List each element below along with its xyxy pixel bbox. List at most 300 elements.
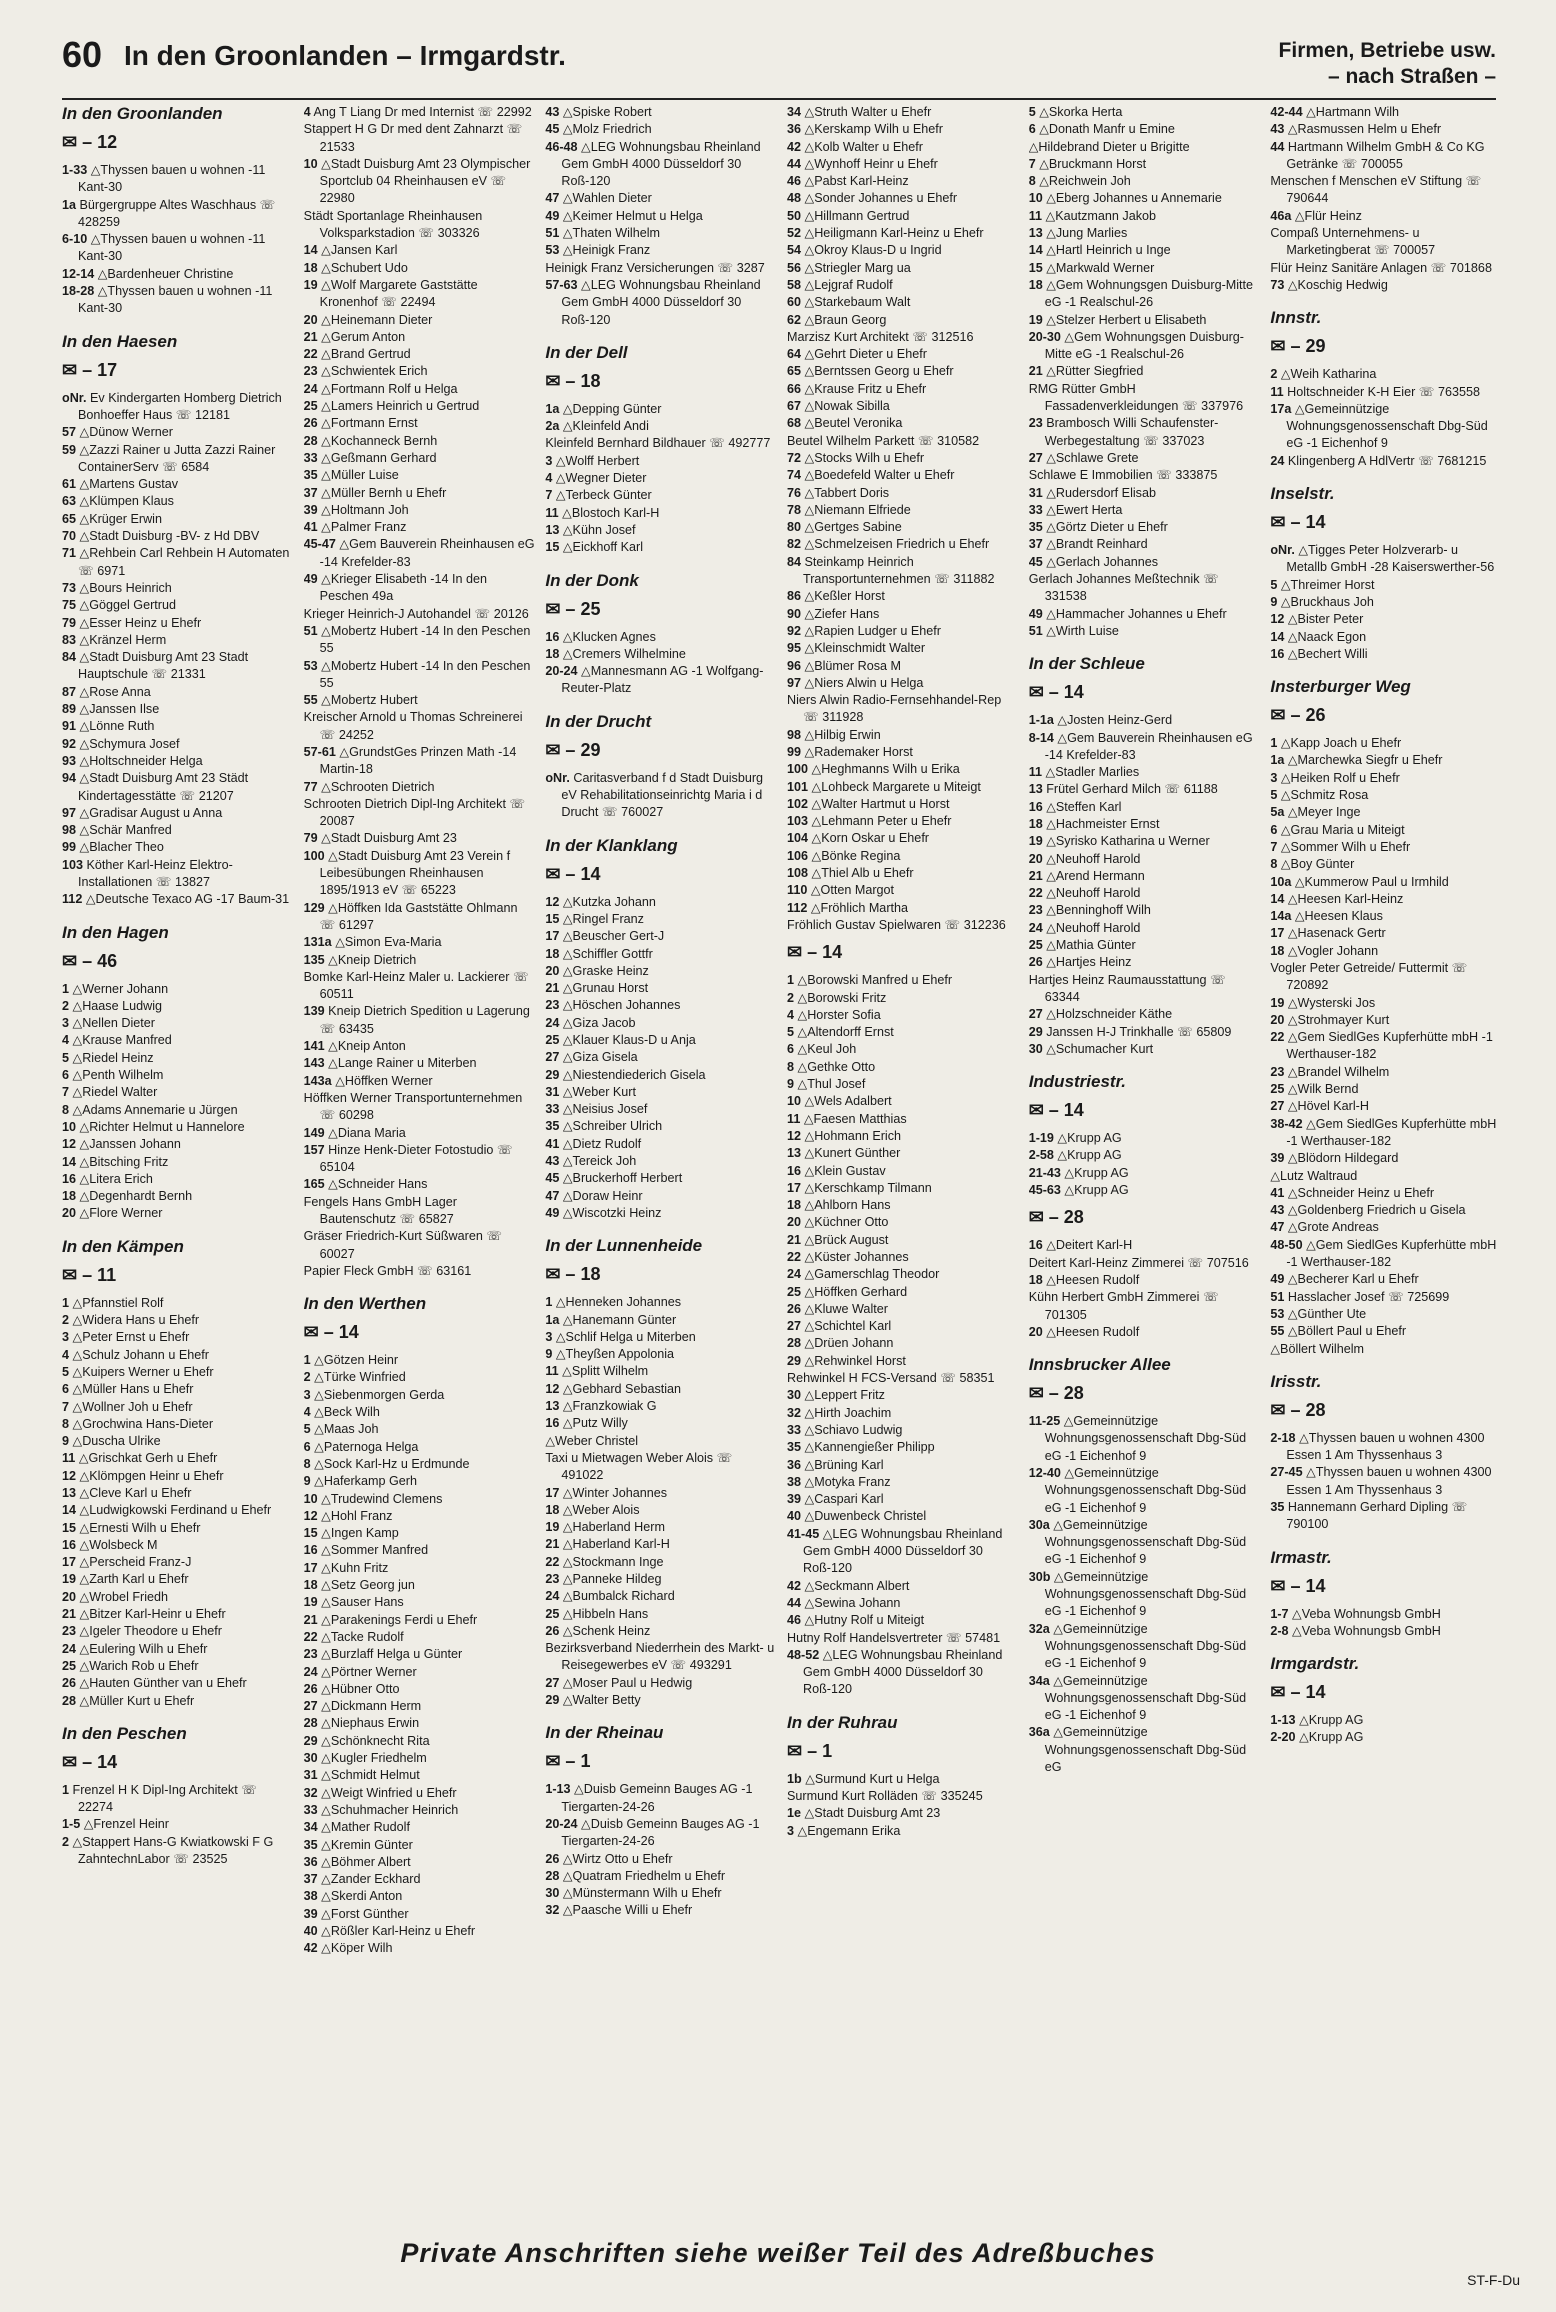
directory-entry: 4 Ang T Liang Dr med Internist ☏ 22992 xyxy=(303,105,532,119)
postal-district: ✉ – 25 xyxy=(545,598,601,619)
directory-entry: 103 Köther Karl-Heinz Elektro-Installationen ☏ 13827 xyxy=(62,857,233,889)
postal-district: ✉ – 28 xyxy=(1028,1383,1084,1404)
directory-entry: 82 △Schmelzeisen Friedrich u Ehefr xyxy=(787,537,990,552)
directory-entry: 56 △Striegler Marg ua xyxy=(787,260,911,275)
directory-entry: 29 △Niestendiederich Gisela xyxy=(545,1067,706,1082)
directory-entry: 22 △Küster Johannes xyxy=(787,1250,909,1264)
directory-entry: 27 △Hövel Karl-H xyxy=(1270,1099,1369,1114)
directory-entry: 16 △Putz Willy xyxy=(545,1416,628,1431)
directory-entry: 5 △Altendorff Ernst xyxy=(787,1025,894,1040)
directory-entry: 92 △Rapien Ludger u Ehefr xyxy=(787,623,941,638)
directory-entry: 6-10 △Thyssen bauen u wohnen -11 Kant-30 xyxy=(62,232,266,264)
directory-entry: 16 △Bechert Willi xyxy=(1270,646,1368,661)
directory-entry: 27 △Giza Gisela xyxy=(545,1050,638,1065)
directory-entry: 21 △Gerum Anton xyxy=(303,329,406,344)
directory-entry: 78 △Niemann Elfriede xyxy=(787,502,911,517)
directory-entry: 9 △Theyßen Appolonia xyxy=(545,1347,675,1362)
directory-entry: 32 △Paasche Willi u Ehefr xyxy=(545,1903,693,1918)
directory-entry: 45-63 △Krupp AG xyxy=(1028,1183,1129,1198)
directory-column xyxy=(62,104,294,2224)
street-heading: Inselstr. xyxy=(1270,484,1335,504)
street-heading: In den Hagen xyxy=(62,922,169,942)
directory-entry: 48 △Sonder Johannes u Ehefr xyxy=(787,191,958,206)
directory-entry: 23 △Schwientek Erich xyxy=(303,364,428,379)
directory-entry: 26 △Fortmann Ernst xyxy=(303,416,418,431)
directory-entry: 8 △Adams Annemarie u Jürgen xyxy=(62,1102,238,1117)
street-heading: In der Donk xyxy=(545,570,639,590)
directory-columns xyxy=(62,104,1502,2224)
directory-entry: 20-24 △Duisb Gemeinn Bauges AG -1 Tiergarten-24-26 xyxy=(545,1816,760,1849)
directory-entry: 24 Klingenberg A HdlVertr ☏ 7681215 xyxy=(1270,453,1487,468)
directory-entry: 16 △Klucken Agnes xyxy=(545,629,656,644)
directory-entry: Rehwinkel H FCS-Versand ☏ 58351 xyxy=(787,1371,995,1386)
directory-entry: 34 △Struth Walter u Ehefr xyxy=(787,105,932,119)
directory-entry: 1 △Götzen Heinr xyxy=(303,1353,399,1368)
directory-entry: 84 △Stadt Duisburg Amt 23 Stadt Hauptschule ☏ 21331 xyxy=(62,650,249,682)
directory-entry: 58 △Lejgraf Rudolf xyxy=(787,277,893,292)
directory-entry: 135 △Kneip Dietrich xyxy=(303,952,417,967)
directory-entry: 7 △Terbeck Günter xyxy=(545,488,652,503)
directory-entry: 1-13 △Duisb Gemeinn Bauges AG -1 Tiergarten-24-26 xyxy=(545,1782,753,1814)
directory-entry: 139 Kneip Dietrich Spedition u Lagerung ☏ 63435 xyxy=(303,1004,530,1036)
directory-entry: 21 △Rütter Siegfried xyxy=(1028,364,1144,379)
page-header xyxy=(62,28,1496,98)
directory-entry: Bomke Karl-Heinz Maler u. Lackierer ☏ 60511 xyxy=(303,969,529,1002)
directory-entry: 38 △Motyka Franz xyxy=(787,1474,891,1489)
directory-entry: 86 △Keßler Horst xyxy=(787,589,885,604)
directory-entry: 12 △Janssen Johann xyxy=(62,1137,181,1152)
directory-entry: 98 △Schär Manfred xyxy=(62,823,172,838)
directory-entry: 1 Frenzel H K Dipl-Ing Architekt ☏ 22274 xyxy=(62,1782,257,1815)
directory-entry: 15 △Eickhoff Karl xyxy=(545,540,644,555)
directory-entry: 11 △Faesen Matthias xyxy=(787,1111,907,1126)
directory-entry: 19 △Sauser Hans xyxy=(303,1595,404,1610)
directory-entry: 33 △Geßmann Gerhard xyxy=(303,450,437,465)
directory-entry: Krieger Heinrich-J Autohandel ☏ 20126 xyxy=(303,606,529,621)
directory-entry: 72 △Stocks Wilh u Ehefr xyxy=(787,450,925,465)
directory-entry: 51 △Wirth Luise xyxy=(1028,623,1119,638)
directory-entry: 22 △Stockmann Inge xyxy=(545,1554,664,1569)
directory-entry: 110 △Otten Margot xyxy=(787,883,895,898)
directory-entry: Menschen f Menschen eV Stiftung ☏ 790644 xyxy=(1270,174,1482,206)
directory-entry: 11 △Splitt Wilhelm xyxy=(545,1364,649,1379)
directory-entry: 93 △Holtschneider Helga xyxy=(62,753,203,768)
directory-entry: 10 △Wels Adalbert xyxy=(787,1094,892,1109)
directory-entry: 43 △Tereick Joh xyxy=(545,1154,637,1169)
directory-entry: 16 △Wolsbeck M xyxy=(62,1537,158,1552)
postal-district: ✉ – 18 xyxy=(545,370,601,391)
directory-entry: 46 △Hutny Rolf u Miteigt xyxy=(787,1613,925,1628)
directory-entry: 73 △Bours Heinrich xyxy=(62,580,172,595)
directory-entry: Gräser Friedrich-Kurt Süßwaren ☏ 60027 xyxy=(303,1229,503,1261)
street-heading: Irisstr. xyxy=(1270,1371,1322,1391)
directory-entry: 48-52 △LEG Wohnungsbau Rheinland Gem GmbH 4000 Düsseldorf 30 Roß-120 xyxy=(787,1647,1003,1697)
directory-entry: 1 △Henneken Johannes xyxy=(545,1295,682,1310)
postal-district: ✉ – 29 xyxy=(1270,336,1326,357)
directory-entry: 12-40 △Gemeinnützige Wohnungsgenossenschaft Dbg-Süd eG -1 Eichenhof 9 xyxy=(1028,1466,1247,1515)
directory-entry: 96 △Blümer Rosa M xyxy=(787,658,901,673)
directory-entry: 27 △Moser Paul u Hedwig xyxy=(545,1675,693,1690)
directory-entry: 108 △Thiel Alb u Ehefr xyxy=(787,866,914,881)
directory-entry: 23 △Panneke Hildeg xyxy=(545,1572,662,1586)
directory-entry: 57 △Dünow Werner xyxy=(62,425,173,440)
directory-entry: 2-18 △Thyssen bauen u wohnen 4300 Essen 1 Am Thyssenhaus 3 xyxy=(1270,1430,1485,1463)
directory-entry: 25 △Hibbeln Hans xyxy=(545,1606,649,1621)
directory-entry: 5a △Meyer Inge xyxy=(1270,805,1361,820)
street-heading: In der Dell xyxy=(545,342,628,362)
directory-column xyxy=(304,104,536,2224)
directory-entry: 2-20 △Krupp AG xyxy=(1270,1730,1364,1745)
directory-entry: 13 △Cleve Karl u Ehefr xyxy=(62,1486,192,1500)
directory-entry: 32 △Weigt Winfried u Ehefr xyxy=(303,1785,457,1800)
directory-entry: 9 △Thul Josef xyxy=(787,1077,866,1092)
directory-entry: 31 △Rudersdorf Elisab xyxy=(1028,485,1156,500)
directory-entry: 42 △Köper Wilh xyxy=(303,1941,393,1956)
directory-entry: 2-58 △Krupp AG xyxy=(1028,1148,1122,1163)
directory-entry: 30 △Schumacher Kurt xyxy=(1028,1041,1154,1056)
directory-entry: 53 △Günther Ute xyxy=(1270,1306,1367,1321)
directory-entry: 23 △Igeler Theodore u Ehefr xyxy=(62,1624,222,1639)
postal-district: ✉ – 14 xyxy=(62,1751,118,1772)
postal-district: ✉ – 14 xyxy=(1028,1100,1084,1121)
directory-entry: 20 △Flore Werner xyxy=(62,1206,163,1221)
directory-entry: 41 △Palmer Franz xyxy=(303,520,407,535)
directory-entry: Compaß Unternehmens- u Marketingberat ☏ 700057 xyxy=(1270,226,1436,258)
directory-entry: 34a △Gemeinnützige Wohnungsgenossenschaft Dbg-Süd eG -1 Eichenhof 9 xyxy=(1028,1673,1247,1723)
directory-entry: Flür Heinz Sanitäre Anlagen ☏ 701868 xyxy=(1270,260,1492,275)
directory-entry: 21-43 △Krupp AG xyxy=(1028,1165,1129,1180)
directory-entry: 23 △Brandel Wilhelm xyxy=(1270,1064,1390,1079)
directory-entry: 33 △Neisius Josef xyxy=(545,1102,648,1117)
postal-district: ✉ – 26 xyxy=(1270,705,1326,726)
directory-entry: 79 △Stadt Duisburg Amt 23 xyxy=(303,831,457,846)
directory-entry: 13 △Kühn Josef xyxy=(545,522,636,537)
directory-entry: 102 △Walter Hartmut u Horst xyxy=(787,796,950,811)
directory-entry: 70 △Stadt Duisburg -BV- z Hd DBV xyxy=(62,529,260,544)
directory-entry: 59 △Zazzi Rainer u Jutta Zazzi Rainer ContainerServ ☏ 6584 xyxy=(62,442,276,474)
directory-entry: 53 △Mobertz Hubert -14 In den Peschen 55 xyxy=(303,658,531,690)
directory-entry: 1a △Depping Günter xyxy=(545,401,662,416)
header-rule xyxy=(62,98,1496,100)
street-heading: In der Klanklang xyxy=(545,835,678,855)
directory-entry: 39 △Caspari Karl xyxy=(787,1492,884,1507)
directory-entry: 18 △Gem Wohnungsgen Duisburg-Mitte eG -1 Realschul-26 xyxy=(1028,277,1254,310)
directory-entry: 2 △Weih Katharina xyxy=(1270,367,1377,382)
directory-entry: 19 △Zarth Karl u Ehefr xyxy=(62,1572,189,1587)
directory-entry: 36 △Kerskamp Wilh u Ehefr xyxy=(787,122,943,137)
directory-entry: 25 △Mathia Günter xyxy=(1028,938,1136,953)
directory-entry: 28 △Müller Kurt u Ehefr xyxy=(62,1693,195,1708)
directory-entry: 94 △Stadt Duisburg Amt 23 Städt Kindertagesstätte ☏ 21207 xyxy=(62,771,249,803)
postal-district: ✉ – 28 xyxy=(1028,1207,1084,1228)
street-heading: In den Groonlanden xyxy=(62,104,223,123)
directory-entry: 12 △Hohl Franz xyxy=(303,1508,393,1523)
directory-entry: 12-14 △Bardenheuer Christine xyxy=(62,266,234,281)
directory-entry: 55 △Böllert Paul u Ehefr xyxy=(1270,1324,1407,1339)
directory-entry: 100 △Stadt Duisburg Amt 23 Verein f Leibesübungen Rheinhausen 1895/1913 eV ☏ 65223 xyxy=(303,848,511,898)
directory-entry: 25 △Lamers Heinrich u Gertrud xyxy=(303,399,480,414)
directory-entry: 13 △Jung Marlies xyxy=(1028,226,1128,241)
directory-entry: 18 △Schubert Udo xyxy=(303,260,408,275)
directory-entry: 21 △Grunau Horst xyxy=(545,981,649,996)
directory-entry: Vogler Peter Getreide/ Futtermit ☏ 720892 xyxy=(1270,960,1468,993)
directory-entry: Bezirksverband Niederrhein des Markt- u Reisegewerbes eV ☏ 493291 xyxy=(545,1641,775,1673)
directory-entry: 23 Brambosch Willi Schaufenster-Werbegestaltung ☏ 337023 xyxy=(1028,416,1219,448)
directory-entry: 47 △Wahlen Dieter xyxy=(545,191,652,206)
directory-entry: 38 △Skerdi Anton xyxy=(303,1889,403,1904)
directory-entry: 44 △Wynhoff Heinr u Ehefr xyxy=(787,156,938,171)
directory-entry: 106 △Bönke Regina xyxy=(787,848,901,863)
directory-entry: 131a △Simon Eva-Maria xyxy=(303,935,442,950)
directory-entry: 7 △Wollner Joh u Ehefr xyxy=(62,1399,193,1414)
directory-entry: 97 △Gradisar August u Anna xyxy=(62,805,223,820)
directory-entry: 165 △Schneider Hans xyxy=(303,1177,428,1192)
directory-entry: 21 △Haberland Karl-H xyxy=(545,1537,670,1552)
directory-entry: Beutel Wilhelm Parkett ☏ 310582 xyxy=(787,433,980,448)
directory-entry: 43 △Spiske Robert xyxy=(545,105,652,119)
directory-entry: 101 △Lohbeck Margarete u Miteigt xyxy=(787,779,981,794)
directory-column xyxy=(1270,104,1502,2224)
directory-entry: Höffken Werner Transportunternehmen ☏ 60298 xyxy=(303,1090,523,1123)
directory-entry: 1b △Surmund Kurt u Helga xyxy=(787,1771,940,1786)
directory-entry: 46 △Pabst Karl-Heinz xyxy=(787,174,909,189)
directory-entry: 50 △Hillmann Gertrud xyxy=(787,208,910,223)
directory-entry: 26 △Hauten Günther van u Ehefr xyxy=(62,1676,247,1691)
directory-entry: 10 △Trudewind Clemens xyxy=(303,1491,443,1506)
directory-entry: 20 △Heesen Rudolf xyxy=(1028,1324,1140,1339)
directory-entry: 129 △Höffken Ida Gaststätte Ohlmann ☏ 61297 xyxy=(303,900,518,932)
directory-entry: △Böllert Wilhelm xyxy=(1270,1341,1365,1356)
directory-entry: 6 △Keul Joh xyxy=(787,1042,857,1057)
directory-entry: 35 △Schreiber Ulrich xyxy=(545,1119,663,1134)
directory-entry: 11-25 △Gemeinnützige Wohnungsgenossenschaft Dbg-Süd eG -1 Eichenhof 9 xyxy=(1028,1414,1247,1463)
directory-entry: 99 △Blacher Theo xyxy=(62,840,164,855)
directory-entry: 1a △Hanemann Günter xyxy=(545,1312,677,1327)
directory-entry: 55 △Mobertz Hubert xyxy=(303,693,418,708)
directory-entry: 18 △Setz Georg jun xyxy=(303,1578,415,1593)
directory-entry: 12 △Kutzka Johann xyxy=(545,894,656,909)
street-heading: In den Werthen xyxy=(303,1294,427,1314)
directory-entry: 37 △Müller Bernh u Ehefr xyxy=(303,485,447,500)
directory-entry: 29 Janssen H-J Trinkhalle ☏ 65809 xyxy=(1028,1024,1232,1039)
directory-entry: 22 △Brand Gertrud xyxy=(303,347,411,362)
directory-entry: 51 △Mobertz Hubert -14 In den Peschen 55 xyxy=(303,623,531,656)
directory-entry: 16 △Steffen Karl xyxy=(1028,799,1122,814)
directory-entry: 19 △Stelzer Herbert u Elisabeth xyxy=(1028,312,1207,327)
directory-entry: 5 △Kuipers Werner u Ehefr xyxy=(62,1364,214,1379)
street-heading: Innstr. xyxy=(1270,308,1322,328)
directory-entry: 1-1a △Josten Heinz-Gerd xyxy=(1028,713,1173,728)
directory-entry: 143a △Höffken Werner xyxy=(303,1073,433,1088)
directory-entry: 1e △Stadt Duisburg Amt 23 xyxy=(787,1806,941,1821)
directory-entry: 18-28 △Thyssen bauen u wohnen -11 Kant-30 xyxy=(62,284,273,316)
directory-entry: 28 △Quatram Friedhelm u Ehefr xyxy=(545,1868,726,1883)
section-heading xyxy=(1279,38,1496,90)
directory-entry: 65 △Berntssen Georg u Ehefr xyxy=(787,364,954,379)
directory-entry: 8 △Boy Günter xyxy=(1270,857,1355,872)
directory-entry: 48-50 △Gem SiedlGes Kupferhütte mbH -1 Werthauser-182 xyxy=(1270,1237,1497,1270)
directory-entry: 18 △Schiffler Gottfr xyxy=(545,946,653,961)
directory-entry: 1-33 △Thyssen bauen u wohnen -11 Kant-30 xyxy=(62,163,266,195)
page-number: 60 xyxy=(62,34,103,75)
directory-entry: 6 △Müller Hans u Ehefr xyxy=(62,1382,194,1397)
directory-entry: 17 △Perscheid Franz-J xyxy=(62,1555,192,1570)
directory-entry: 11 △Stadler Marlies xyxy=(1028,765,1140,780)
street-heading: In der Lunnenheide xyxy=(545,1236,703,1256)
directory-entry: 73 △Koschig Hedwig xyxy=(1270,277,1388,292)
directory-entry: 20 △Heinemann Dieter xyxy=(303,312,433,327)
directory-entry: 21 △Bitzer Karl-Heinr u Ehefr xyxy=(62,1607,226,1622)
directory-entry: 27 △Holzschneider Käthe xyxy=(1028,1007,1173,1022)
directory-entry: 18 △Hachmeister Ernst xyxy=(1028,816,1160,831)
directory-entry: 49 △Hammacher Johannes u Ehefr xyxy=(1028,606,1227,621)
directory-entry: 1-5 △Frenzel Heinr xyxy=(62,1817,169,1832)
directory-entry: 6 △Paternoga Helga xyxy=(303,1439,419,1454)
directory-entry: 57-63 △LEG Wohnungsbau Rheinland Gem GmbH 4000 Düsseldorf 30 Roß-120 xyxy=(545,277,761,327)
directory-entry: 39 △Forst Günther xyxy=(303,1906,409,1921)
directory-entry: 18 △Ahlborn Hans xyxy=(787,1198,891,1213)
directory-entry: 11 Holtschneider K-H Eier ☏ 763558 xyxy=(1270,384,1481,399)
directory-entry: 9 △Haferkamp Gerh xyxy=(303,1474,417,1489)
directory-entry: 6 △Grau Maria u Miteigt xyxy=(1270,822,1405,837)
directory-entry: 5 △Threimer Horst xyxy=(1270,577,1375,592)
directory-entry: 26 △Hartjes Heinz xyxy=(1028,955,1132,970)
directory-entry: 27-45 △Thyssen bauen u wohnen 4300 Essen 1 Am Thyssenhaus 3 xyxy=(1270,1465,1492,1497)
directory-entry: Kleinfeld Bernhard Bildhauer ☏ 492777 xyxy=(545,436,771,451)
directory-entry: 80 △Gertges Sabine xyxy=(787,520,902,535)
directory-entry: 18 △Heesen Rudolf xyxy=(1028,1272,1140,1287)
directory-entry: 60 △Starkebaum Walt xyxy=(787,295,911,310)
directory-entry: 24 △Bumbalck Richard xyxy=(545,1589,675,1604)
directory-entry: 8 △Gethke Otto xyxy=(787,1059,876,1074)
directory-entry: 16 △Klein Gustav xyxy=(787,1163,886,1178)
directory-entry: 35 △Müller Luise xyxy=(303,468,399,483)
directory-entry: 49 △Becherer Karl u Ehefr xyxy=(1270,1272,1419,1287)
directory-entry: 31 △Weber Kurt xyxy=(545,1084,637,1099)
directory-entry: Fröhlich Gustav Spielwaren ☏ 312236 xyxy=(787,917,1006,932)
directory-entry: 52 △Heiligmann Karl-Heinz u Ehefr xyxy=(787,226,984,241)
directory-entry: 149 △Diana Maria xyxy=(303,1125,406,1140)
postal-district: ✉ – 14 xyxy=(545,863,601,884)
directory-entry: 10 △Eberg Johannes u Annemarie xyxy=(1028,191,1222,206)
directory-entry: 2 △Haase Ludwig xyxy=(62,998,163,1013)
directory-entry: 15 △Ernesti Wilh u Ehefr xyxy=(62,1520,201,1535)
directory-entry: 14 △Heesen Karl-Heinz xyxy=(1270,891,1404,906)
directory-entry: 29 △Walter Betty xyxy=(545,1693,641,1708)
directory-entry: 8 △Sock Karl-Hz u Erdmunde xyxy=(303,1456,470,1471)
directory-entry: 37 △Zander Eckhard xyxy=(303,1872,421,1887)
postal-district: ✉ – 28 xyxy=(1270,1399,1326,1420)
directory-entry: oNr. Caritasverband f d Stadt Duisburg eV Rehabilitationseinrichtg Maria i d Drucht ☏ 760027 xyxy=(545,770,764,820)
directory-entry: 2-8 △Veba Wohnungsb GmbH xyxy=(1270,1623,1441,1638)
directory-entry: 26 △Wirtz Otto u Ehefr xyxy=(545,1851,673,1866)
directory-entry: 100 △Heghmanns Wilh u Erika xyxy=(787,762,960,777)
directory-entry: 16 △Deitert Karl-H xyxy=(1028,1238,1133,1253)
directory-entry: 7 △Bruckmann Horst xyxy=(1028,156,1147,171)
directory-entry: 25 △Höffken Gerhard xyxy=(787,1284,908,1299)
directory-entry: 21 △Arend Hermann xyxy=(1028,868,1145,883)
directory-entry: 30 △Kugler Friedhelm xyxy=(303,1751,427,1766)
street-heading: In der Rheinau xyxy=(545,1723,664,1743)
directory-entry: 32a △Gemeinnützige Wohnungsgenossenschaft Dbg-Süd eG -1 Eichenhof 9 xyxy=(1028,1621,1247,1671)
directory-entry: 14 △Ludwigkowski Ferdinand u Ehefr xyxy=(62,1503,272,1518)
directory-entry: 42 △Kolb Walter u Ehefr xyxy=(787,139,923,154)
directory-entry: 30a △Gemeinnützige Wohnungsgenossenschaft Dbg-Süd eG -1 Eichenhof 9 xyxy=(1028,1517,1247,1567)
directory-entry: 6 △Penth Wilhelm xyxy=(62,1068,164,1083)
directory-entry: 20-30 △Gem Wohnungsgen Duisburg-Mitte eG -1 Realschul-26 xyxy=(1028,329,1244,362)
directory-entry: 26 △Kluwe Walter xyxy=(787,1301,888,1316)
directory-entry: 3 △Wolff Herbert xyxy=(545,453,640,468)
directory-entry: 27 △Schichtel Karl xyxy=(787,1319,892,1334)
directory-entry: 66 △Krause Fritz u Ehefr xyxy=(787,381,927,396)
directory-entry: 84 Steinkamp Heinrich Transportunternehmen ☏ 311882 xyxy=(787,554,995,587)
directory-entry: 8 △Reichwein Joh xyxy=(1028,174,1131,189)
directory-entry: 16 △Sommer Manfred xyxy=(303,1543,429,1558)
postal-district: ✉ – 14 xyxy=(787,942,843,963)
directory-entry: 9 △Duscha Ulrike xyxy=(62,1434,161,1449)
directory-entry: 41 △Schneider Heinz u Ehefr xyxy=(1270,1185,1435,1200)
directory-entry: 19 △Wysterski Jos xyxy=(1270,995,1376,1010)
street-heading: In den Haesen xyxy=(62,331,178,351)
directory-entry: 9 △Bruckhaus Joh xyxy=(1270,594,1374,609)
directory-entry: 44 Hartmann Wilhelm GmbH & Co KG Getränke ☏ 700055 xyxy=(1270,139,1485,171)
directory-entry: 3 △Engemann Erika xyxy=(787,1823,901,1838)
directory-entry: 38-42 △Gem SiedlGes Kupferhütte mbH -1 Werthauser-182 xyxy=(1270,1116,1497,1148)
directory-entry: 26 △Hübner Otto xyxy=(303,1681,400,1696)
directory-entry: 14 △Bitsching Fritz xyxy=(62,1154,169,1169)
directory-entry: 21 △Brück August xyxy=(787,1232,889,1247)
postal-district: ✉ – 18 xyxy=(545,1264,601,1285)
directory-entry: 20 △Wrobel Friedh xyxy=(62,1589,169,1604)
directory-entry: 143 △Lange Rainer u Miterben xyxy=(303,1056,477,1071)
directory-entry: 76 △Tabbert Doris xyxy=(787,485,890,500)
directory-entry: 17 △Hasenack Gertr xyxy=(1270,926,1386,941)
postal-district: ✉ – 12 xyxy=(62,132,118,152)
directory-entry: 64 △Gehrt Dieter u Ehefr xyxy=(787,347,927,362)
directory-entry: 45 △Gerlach Johannes xyxy=(1028,554,1159,569)
directory-entry: 14 △Jansen Karl xyxy=(303,243,398,258)
postal-district: ✉ – 14 xyxy=(303,1322,359,1343)
directory-entry: 53 △Heinigk Franz xyxy=(545,243,651,258)
section-heading-line2: – nach Straßen – xyxy=(1327,65,1496,88)
directory-entry: 1 △Kapp Joach u Ehefr xyxy=(1270,736,1402,751)
directory-entry: Papier Fleck GmbH ☏ 63161 xyxy=(303,1263,472,1278)
directory-entry: 17 △Kerschkamp Tilmann xyxy=(787,1180,932,1195)
directory-entry: 13 △Kunert Günther xyxy=(787,1146,901,1161)
directory-entry: 4 △Schulz Johann u Ehefr xyxy=(62,1347,209,1362)
directory-entry: 46-48 △LEG Wohnungsbau Rheinland Gem GmbH 4000 Düsseldorf 30 Roß-120 xyxy=(545,139,761,189)
directory-entry: 41 △Dietz Rudolf xyxy=(545,1136,642,1151)
directory-entry: 20 △Graske Heinz xyxy=(545,963,649,978)
section-heading-line1: Firmen, Betriebe usw. xyxy=(1278,39,1496,62)
directory-entry: 4 △Beck Wilh xyxy=(303,1405,380,1420)
street-heading: Innsbrucker Allee xyxy=(1028,1355,1171,1375)
directory-entry: 43 △Goldenberg Friedrich u Gisela xyxy=(1270,1203,1466,1218)
postal-district: ✉ – 1 xyxy=(787,1740,833,1761)
directory-entry: Hutny Rolf Handelsvertreter ☏ 57481 xyxy=(787,1630,1001,1645)
directory-entry: 90 △Ziefer Hans xyxy=(787,606,880,621)
directory-entry: 87 △Rose Anna xyxy=(62,684,151,699)
directory-entry: 49 △Krieger Elisabeth -14 In den Peschen 49a xyxy=(303,572,487,604)
directory-entry: 23 △Burzlaff Helga u Günter xyxy=(303,1647,463,1662)
directory-entry: 29 △Rehwinkel Horst xyxy=(787,1353,906,1368)
street-heading: Industriestr. xyxy=(1028,1072,1126,1092)
directory-entry: 36 △Brüning Karl xyxy=(787,1457,884,1472)
directory-entry: 33 △Schuhmacher Heinrich xyxy=(303,1802,459,1817)
directory-entry: RMG Rütter GmbH Fassadenverkleidungen ☏ 337976 xyxy=(1028,381,1244,414)
directory-entry: 22 △Tacke Rudolf xyxy=(303,1629,404,1644)
directory-entry: Hartjes Heinz Raumausstattung ☏ 63344 xyxy=(1028,972,1226,1004)
